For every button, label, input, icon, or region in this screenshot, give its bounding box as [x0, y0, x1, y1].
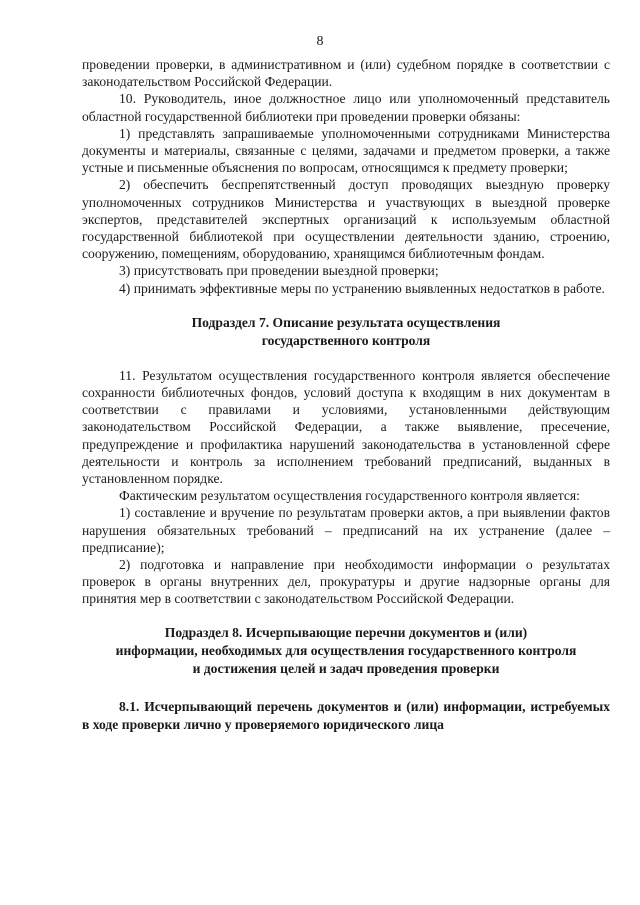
section-heading-8-line3: и достижения целей и задач проведения проверки	[192, 660, 500, 676]
paragraph-subitem-3: 3) присутствовать при проведении выездной проверки;	[119, 263, 439, 279]
page-number: 8	[316, 34, 324, 49]
paragraph-actual-result: Фактическим результатом осуществления государственного контроля является:	[119, 488, 580, 504]
section-heading-7-line2: государственного контроля	[261, 332, 431, 348]
paragraph-subitem-4: 4) принимать эффективные меры по устранению выявленных недостатков в работе.	[119, 280, 605, 296]
section-heading-8-line2: информации, необходимых для осуществления государственного контроля	[115, 642, 577, 658]
paragraph-result-1: 1) составление и вручение по результатам проверки актов, а при выявлении фактов нарушения обязательных требований – предписаний на их устранение (далее – предписание);	[82, 505, 610, 555]
subsection-heading-8-1: 8.1. Исчерпывающий перечень документов и (или) информации, истребуемых в ходе проверки лично у проверяемого юридического лица	[82, 698, 610, 732]
page-content	[82, 56, 610, 734]
paragraph-item-11: 11. Результатом осуществления государственного контроля является обеспечение сохранности библиотечных фондов, условий доступа к входящим в них документам в соответствии с правилами и условиями, установленными действующим законодательством Российской Федерации, а также выявление, пресечение, предупреждение и профилактика нарушений законодательства в установленной сфере деятельности и контроль за исполнением требований предписаний, выданных в установленном порядке.	[82, 367, 610, 487]
section-heading-7-line1: Подраздел 7. Описание результата осуществления	[191, 314, 501, 330]
paragraph-continuation: проведении проверки, в административном и (или) судебном порядке в соответствии с законодательством Российской Федерации.	[82, 57, 610, 90]
paragraph-item-10: 10. Руководитель, иное должностное лицо или уполномоченный представитель областной государственной библиотеки при проведении проверки обязаны:	[82, 91, 610, 124]
paragraph-subitem-1: 1) представлять запрашиваемые уполномоченными сотрудниками Министерства документы и материалы, связанные с целями, задачами и предметом проверки, а также устные и письменные объяснения по вопросам, относящимся к предмету проверки;	[82, 125, 610, 176]
paragraph-result-2: 2) подготовка и направление при необходимости информации о результатах проверок в органы внутренних дел, прокуратуры и другие надзорные органы для принятия мер в соответствии с законодательством Российской Федерации.	[82, 557, 610, 607]
paragraph-subitem-2: 2) обеспечить беспрепятственный доступ проводящих выездную проверку уполномоченных сотрудников Министерства и участвующих в выездной проверке экспертов, представителей экспертных организаций к используемым областной государственной библиотекой при осуществлении деятельности зданию, строению, сооружению, помещениям, оборудованию, хранящимся библиотечным фондам.	[82, 177, 610, 262]
section-heading-8-line1: Подраздел 8. Исчерпывающие перечни документов и (или)	[164, 624, 528, 640]
